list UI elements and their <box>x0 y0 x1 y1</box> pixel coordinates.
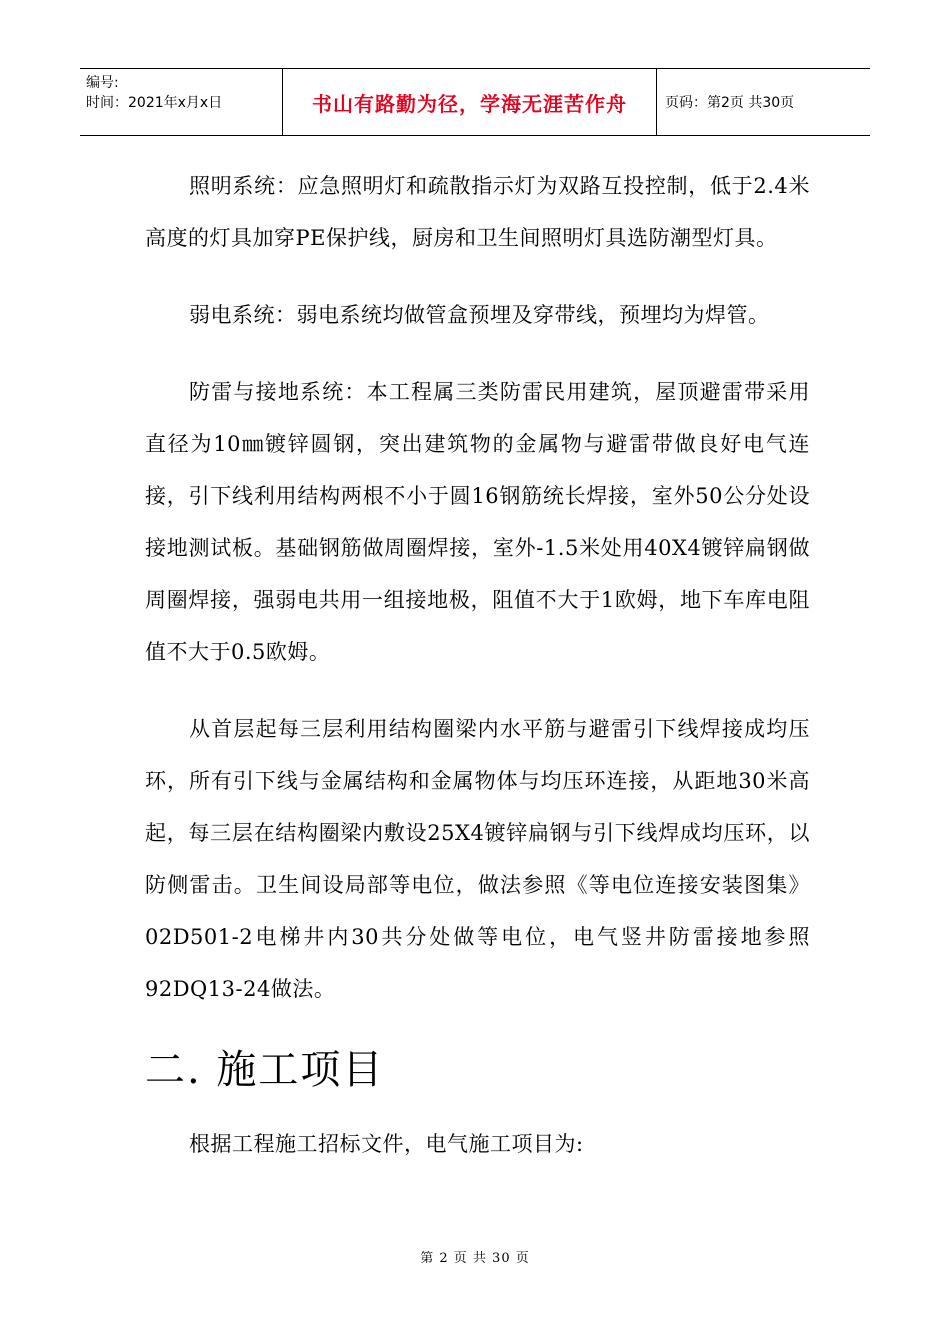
paragraph-weak-current: 弱电系统：弱电系统均做管盒预埋及穿带线，预埋均为焊管。 <box>189 303 770 327</box>
section-heading: 二. 施工项目 <box>145 1047 385 1093</box>
header-page-info: 页码：第2页 共30页 <box>665 95 795 111</box>
header-meta <box>80 69 282 135</box>
document-body <box>145 160 810 1195</box>
header-motto: 书山有路勤为径，学海无涯苦作舟 <box>282 69 657 135</box>
paragraph-lighting: 照明系统：应急照明灯和疏散指示灯为双路互投控制，低于2.4米高度的灯具加穿PE保护线，厨房和卫生间照明灯具选防潮型灯具。 <box>145 174 810 250</box>
number-label: 编号: <box>86 75 119 91</box>
paragraph-lightning-grounding: 防雷与接地系统：本工程属三类防雷民用建筑，屋顶避雷带采用直径为10㎜镀锌圆钢，突出建筑物的金属物与避雷带做良好电气连接，引下线利用结构两根不小于圆16钢筋统长焊接，室外50公分处设接地测试板。基础钢筋做周圈焊接，室外-1.5米处用40X4镀锌扁钢做周圈焊接，强弱电共用一组接地极，阻值不大于1欧姆，地下车库电阻值不大于0.5欧姆。 <box>145 380 810 664</box>
paragraph-equalizing-ring: 从首层起每三层利用结构圈梁内水平筋与避雷引下线焊接成均压环，所有引下线与金属结构和金属物体与均压环连接，从距地30米高起，每三层在结构圈梁内敷设25X4镀锌扁钢与引下线焊成均压环，以防侧雷击。卫生间设局部等电位，做法参照《等电位连接安装图集》02D501-2电梯井内30共分处做等电位，电气竖井防雷接地参照92DQ13-24做法。 <box>145 717 810 1001</box>
paragraph-construction-items: 根据工程施工招标文件，电气施工项目为: <box>189 1132 584 1156</box>
document-header <box>80 68 870 136</box>
time-label: 时间：2021年x月x日 <box>86 95 223 111</box>
page-footer: 第 2 页 共 30 页 <box>420 1251 530 1266</box>
